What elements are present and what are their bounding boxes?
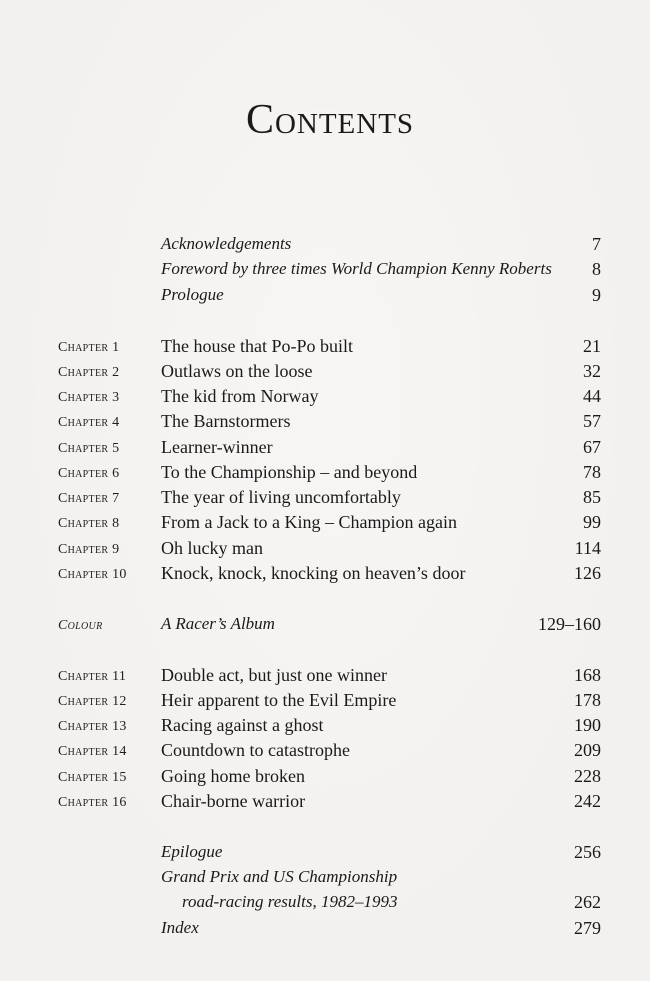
toc-entry-chapter-15 [0,766,650,790]
toc-entry-colour-section [0,614,650,638]
chapter-label: Chapter 1 [58,340,120,355]
entry-title-continuation: road-racing results, 1982–1993 [182,892,398,911]
entry-page-number: 21 [583,336,601,356]
entry-page-number: 256 [574,842,601,862]
toc-entry-chapter-6 [0,462,650,486]
entry-page-number: 57 [583,411,601,431]
entry-title: Acknowledgements [161,234,292,253]
entry-page-number: 99 [583,512,601,532]
entry-title: The house that Po-Po built [161,336,353,356]
entry-page-number: 7 [592,234,601,254]
chapter-label: Chapter 6 [58,466,120,481]
entry-page-number: 126 [574,563,601,583]
entry-page-number: 262 [574,892,601,912]
toc-entry-chapter-13 [0,715,650,739]
toc-entry-chapter-3 [0,386,650,410]
entry-title: Countdown to catastrophe [161,740,350,760]
entry-title: Epilogue [161,842,223,861]
chapter-label: Colour [58,618,103,633]
entry-page-number: 228 [574,766,601,786]
entry-title: Grand Prix and US Championship [161,867,398,886]
toc-entry-chapter-8 [0,512,650,536]
entry-page-number: 78 [583,462,601,482]
chapter-label: Chapter 2 [58,365,120,380]
entry-page-number: 114 [574,538,601,558]
chapter-label: Chapter 14 [58,744,127,759]
entry-page-number: 242 [574,791,601,811]
toc-entry-chapter-4 [0,411,650,435]
entry-page-number: 190 [574,715,601,735]
chapter-label: Chapter 9 [58,542,120,557]
entry-title: Oh lucky man [161,538,263,558]
entry-title: Heir apparent to the Evil Empire [161,690,397,710]
entry-page-number: 209 [574,740,601,760]
entry-title: Prologue [161,285,224,304]
entry-page-number: 168 [574,665,601,685]
entry-title: Index [161,918,199,937]
entry-title: The Barnstormers [161,411,291,431]
entry-title: Knock, knock, knocking on heaven’s door [161,563,466,583]
toc-entry-chapter-1 [0,336,650,360]
toc-entry-chapter-14 [0,740,650,764]
toc-entry-chapter-2 [0,361,650,385]
toc-entry-chapter-7 [0,487,650,511]
chapter-label: Chapter 8 [58,516,120,531]
entry-title: Double act, but just one winner [161,665,387,685]
entry-page-number: 8 [592,259,601,279]
chapter-label: Chapter 7 [58,491,120,506]
entry-title: Foreword by three times World Champion Kenny Roberts [161,259,552,278]
entry-page-number: 44 [583,386,601,406]
toc-entry-prologue [0,285,650,309]
entry-page-number: 178 [574,690,601,710]
entry-page-number: 67 [583,437,601,457]
entry-title: The kid from Norway [161,386,319,406]
entry-title: A Racer’s Album [161,614,275,633]
entry-title: Racing against a ghost [161,715,324,735]
entry-page-number: 9 [592,285,601,305]
toc-entry-chapter-11 [0,665,650,689]
chapter-label: Chapter 4 [58,415,120,430]
chapter-label: Chapter 11 [58,669,127,684]
toc-entry-chapter-10 [0,563,650,587]
chapter-label: Chapter 5 [58,441,120,456]
page-title: Contents [245,97,415,143]
toc-entry-index [0,918,650,942]
entry-title: From a Jack to a King – Champion again [161,512,457,532]
chapter-label: Chapter 3 [58,390,120,405]
toc-entry-chapter-5 [0,437,650,461]
chapter-label: Chapter 10 [58,567,127,582]
entry-title: To the Championship – and beyond [161,462,418,482]
entry-title: Outlaws on the loose [161,361,313,381]
toc-entry-chapter-16 [0,791,650,815]
entry-page-number: 85 [583,487,601,507]
entry-page-number: 129–160 [538,614,601,634]
toc-entry-acknowledgements [0,234,650,258]
toc-entry-chapter-12 [0,690,650,714]
chapter-label: Chapter 15 [58,770,127,785]
entry-title: Going home broken [161,766,305,786]
chapter-label: Chapter 16 [58,795,127,810]
toc-entry-epilogue [0,842,650,866]
entry-title: The year of living uncomfortably [161,487,401,507]
toc-entry-results-line2 [0,892,650,916]
entry-title: Chair-borne warrior [161,791,306,811]
toc-entry-chapter-9 [0,538,650,562]
entry-page-number: 279 [574,918,601,938]
entry-page-number: 32 [583,361,601,381]
chapter-label: Chapter 12 [58,694,127,709]
chapter-label: Chapter 13 [58,719,127,734]
toc-entry-results-line1 [0,867,650,891]
toc-entry-foreword [0,259,650,283]
entry-title: Learner-winner [161,437,273,457]
